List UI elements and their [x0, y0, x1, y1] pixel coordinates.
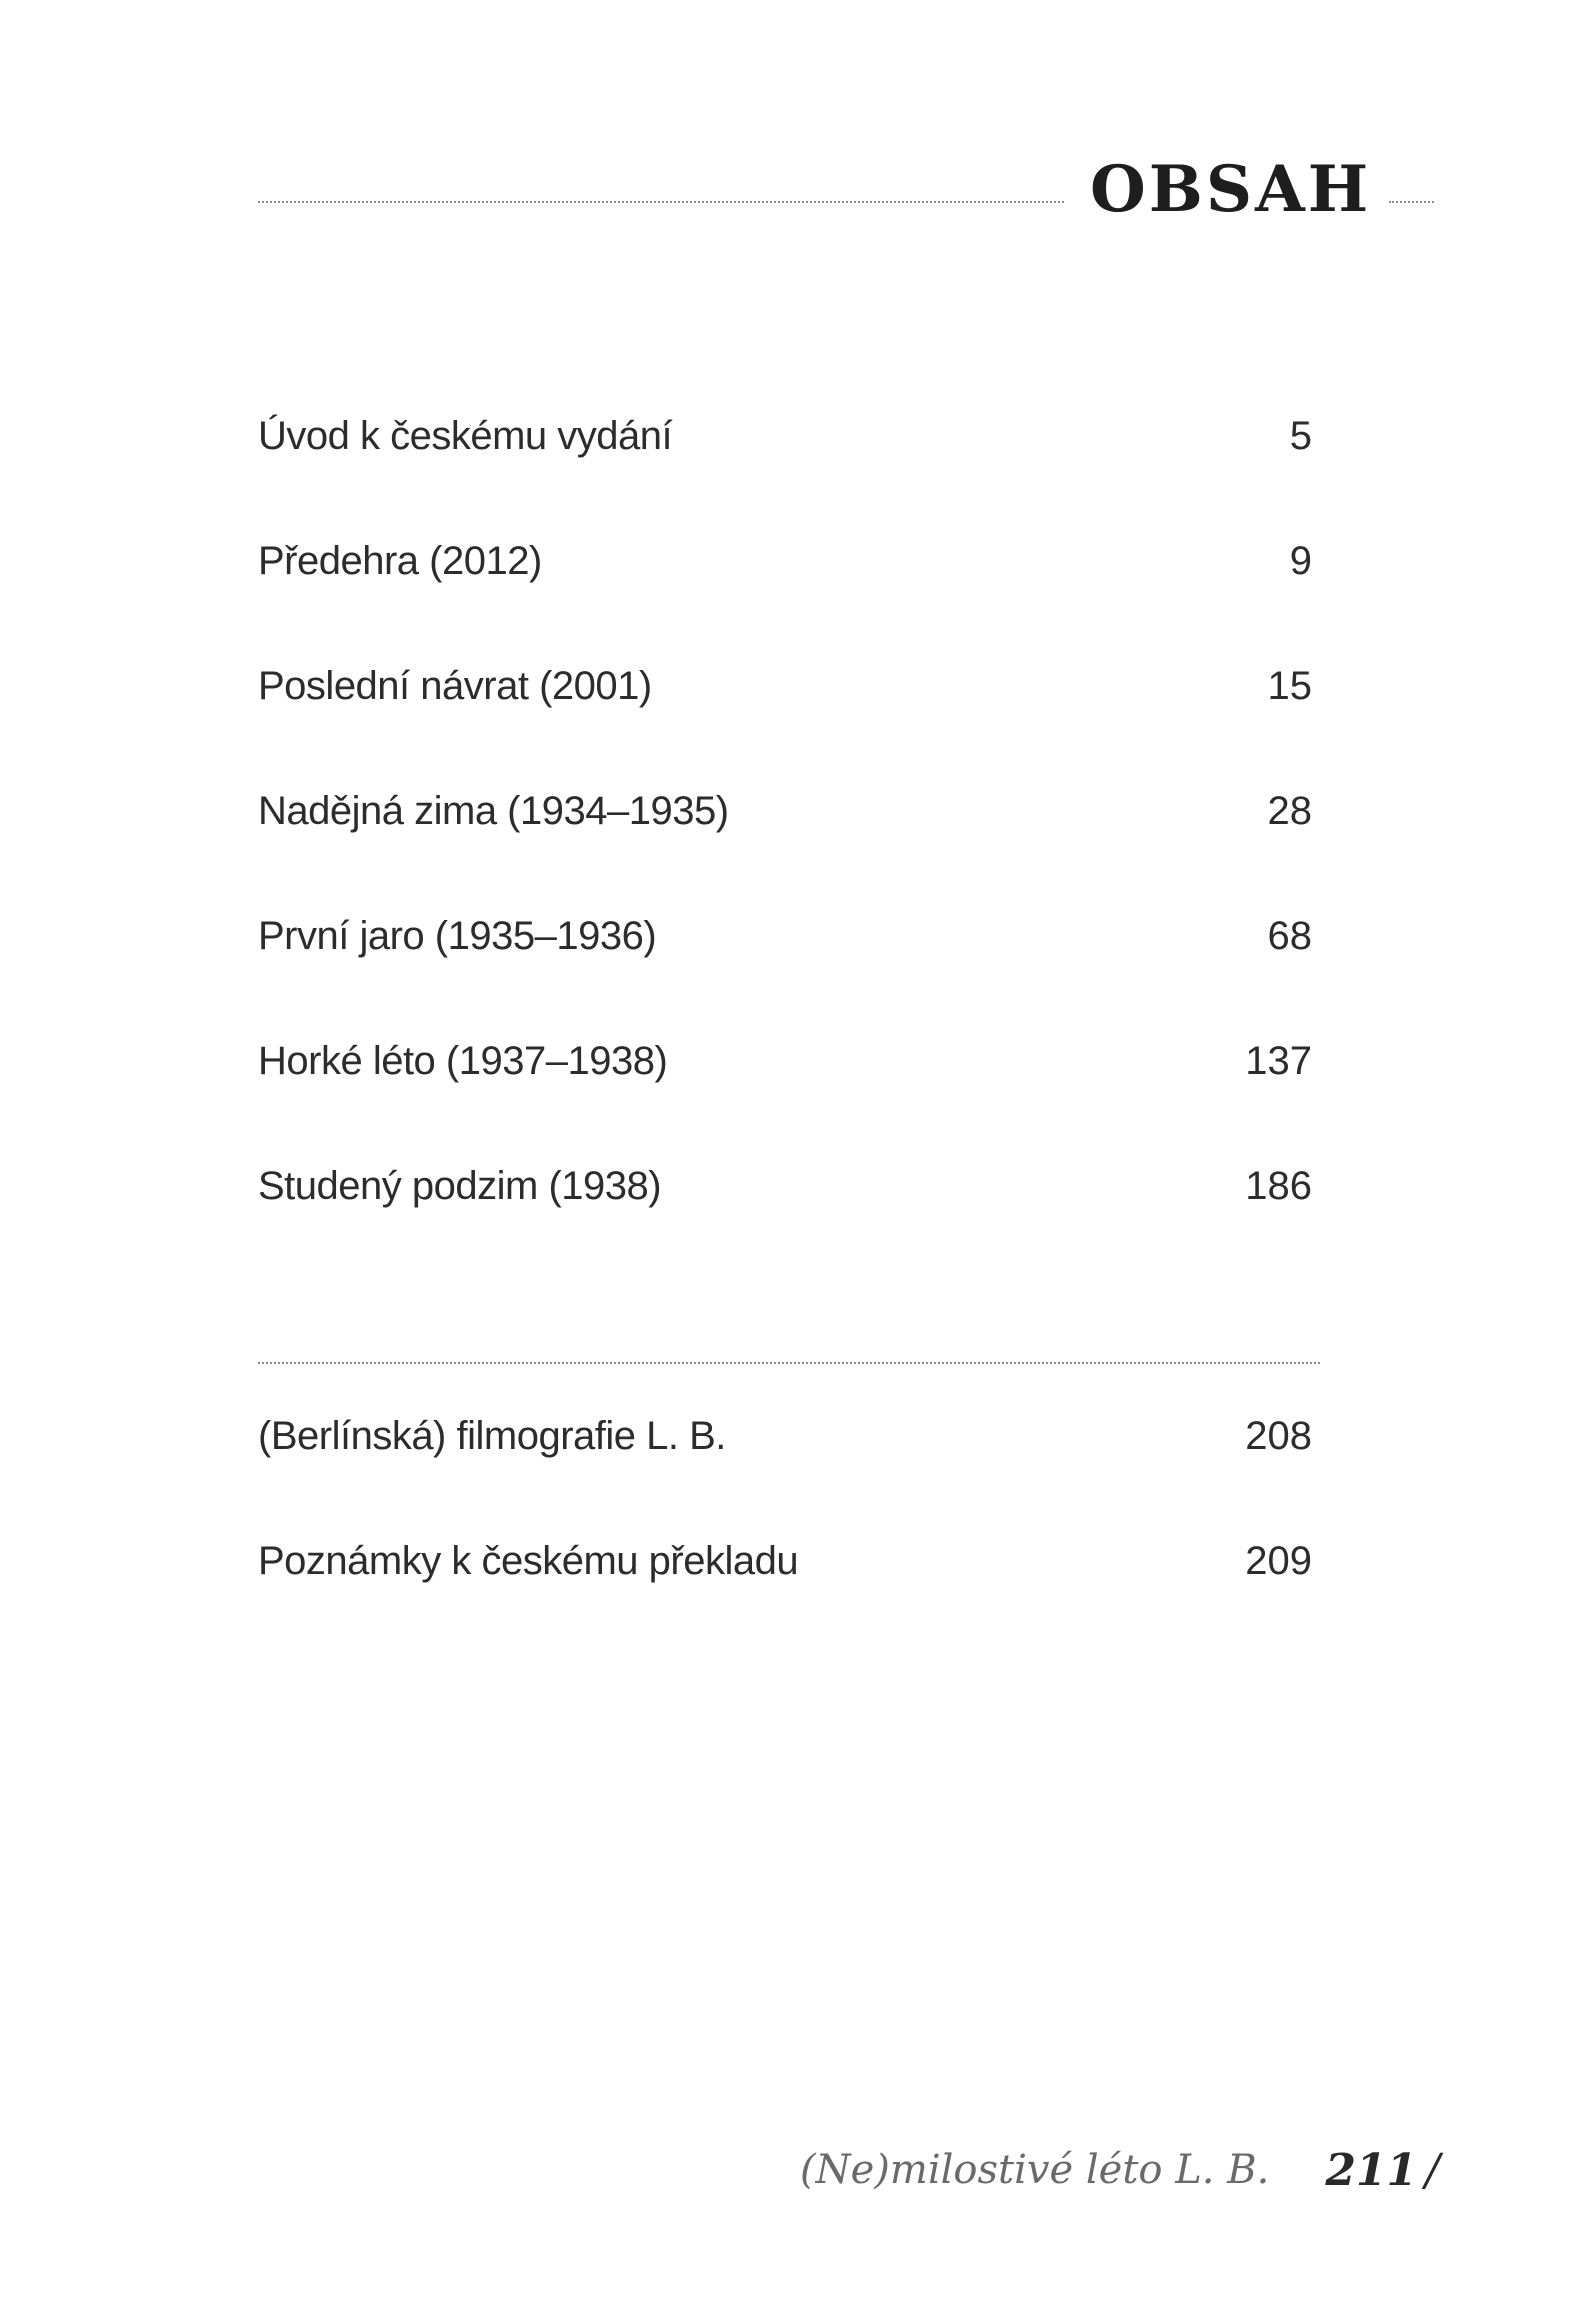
- toc-entry-label: Nadějná zima (1934–1935): [258, 788, 729, 833]
- heading-leader-left: [258, 201, 1064, 203]
- toc-entry-page: 137: [1245, 1038, 1312, 1083]
- toc-entry-page: 68: [1267, 913, 1312, 958]
- toc-entry: [258, 531, 1312, 591]
- toc-entry: [258, 781, 1312, 841]
- toc-entry-label: (Berlínská) filmografie L. B.: [258, 1413, 726, 1458]
- toc-entry-label: První jaro (1935–1936): [258, 913, 657, 958]
- running-title: (Ne)milostivé léto L. B.: [800, 2147, 1270, 2193]
- toc-entry-page: 208: [1245, 1413, 1312, 1458]
- contents-heading: [258, 150, 1434, 230]
- toc-entry-page: 28: [1267, 788, 1312, 833]
- toc-entry: [258, 906, 1312, 966]
- toc-entry-page: 209: [1245, 1538, 1312, 1583]
- toc-entry-label: Poznámky k českému překladu: [258, 1538, 799, 1583]
- toc-entry: [258, 1156, 1312, 1216]
- toc-entry-page: 186: [1245, 1163, 1312, 1208]
- toc-entry-page: 5: [1289, 413, 1312, 458]
- toc-entry-label: Předehra (2012): [258, 538, 542, 583]
- toc-entry: [258, 406, 1312, 466]
- folio-separator: /: [1425, 2144, 1440, 2196]
- heading-leader-right: [1389, 201, 1434, 203]
- toc-entry-label: Poslední návrat (2001): [258, 663, 652, 708]
- section-divider: [258, 1362, 1320, 1364]
- toc-entry: [258, 656, 1312, 716]
- toc-entry-label: Studený podzim (1938): [258, 1163, 662, 1208]
- toc-entry-label: Horké léto (1937–1938): [258, 1038, 668, 1083]
- toc-entry: [258, 1031, 1312, 1091]
- toc-entry-page: 9: [1289, 538, 1312, 583]
- page-number: 211: [1325, 2144, 1418, 2196]
- toc-appendix-entry: [258, 1531, 1312, 1591]
- toc-entry-page: 15: [1267, 663, 1312, 708]
- toc-appendix-entry: [258, 1406, 1312, 1466]
- page-title: OBSAH: [1090, 152, 1372, 227]
- page-footer: [800, 2135, 1440, 2205]
- toc-entry-label: Úvod k českému vydání: [258, 413, 673, 458]
